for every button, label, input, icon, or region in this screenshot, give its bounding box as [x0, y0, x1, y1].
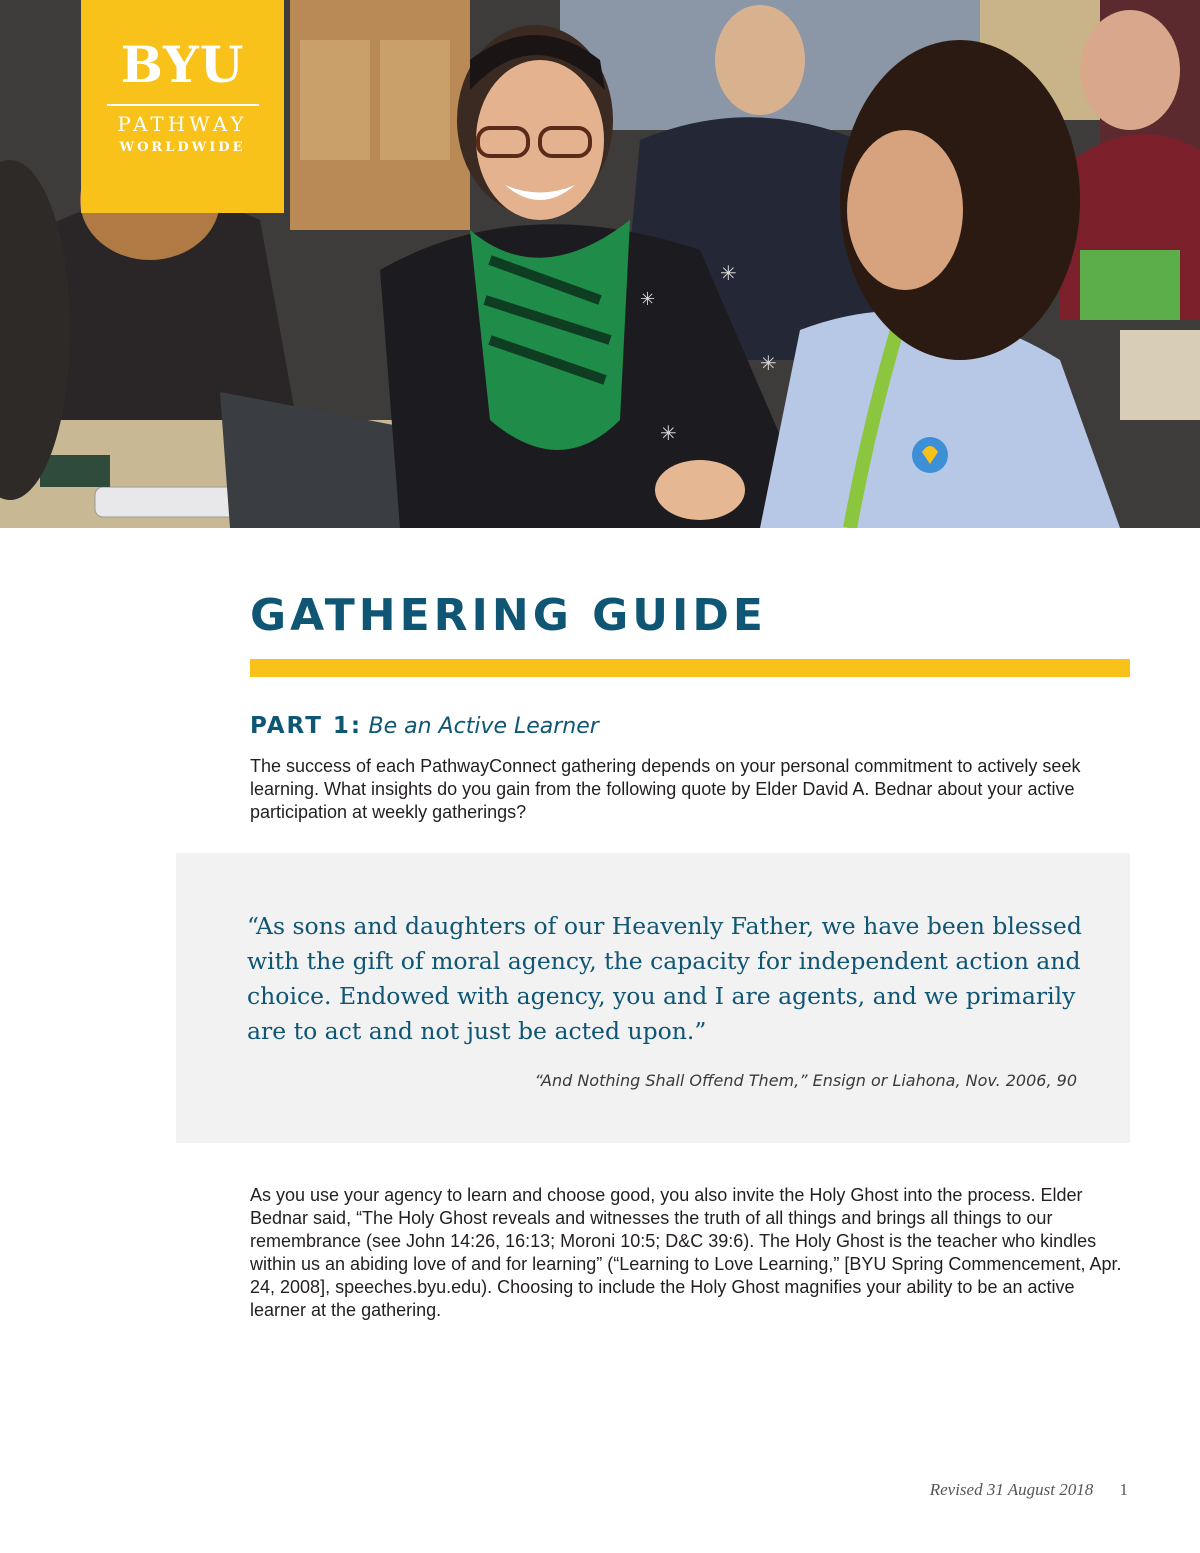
logo-line2: WORLDWIDE	[119, 140, 246, 155]
byu-pathway-logo	[81, 0, 284, 213]
page-title: GATHERING GUIDE	[250, 590, 767, 641]
revision-date: Revised 31 August 2018	[929, 1480, 1094, 1499]
svg-text:✳: ✳	[760, 351, 777, 375]
quote-box	[176, 853, 1130, 1143]
logo-line1: PATHWAY	[117, 112, 248, 136]
svg-text:✳: ✳	[720, 261, 737, 285]
section-heading	[250, 712, 599, 741]
intro-paragraph: The success of each PathwayConnect gathering depends on your personal commitment to actively seek learning. What insights do you gain from the following quote by Elder David A. Bednar about your active participation at weekly gatherings?	[250, 756, 1081, 822]
section-label: PART 1:	[250, 713, 363, 739]
svg-text:✳: ✳	[640, 289, 656, 310]
section-subtitle: Be an Active Learner	[368, 714, 599, 739]
quote-text: “As sons and daughters of our Heavenly Father, we have been blessed with the gift of moral agency, the capacity for independent action and choice. Endowed with agency, you and I are agents, and we primarily are to act and not just be acted upon.”	[247, 912, 1082, 1045]
hero-photo	[0, 0, 1200, 528]
page-number: 1	[1119, 1480, 1128, 1499]
closing-paragraph: As you use your agency to learn and choose good, you also invite the Holy Ghost into the process. Elder Bednar said, “The Holy Ghost reveals and witnesses the truth of all things and brings all things to our remembrance (see John 14:26, 16:13; Moroni 10:5; D&C 39:6). The Holy Ghost is the teacher who kindles within us an abiding love of and for learning” (“Learning to Love Learning,” [BYU Spring Commencement, Apr. 24, 2008], speeches.byu.edu). Choosing to include the Holy Ghost magnifies your ability to be an active learner at the gathering.	[250, 1185, 1122, 1320]
logo-brand-text: BYU	[120, 35, 245, 94]
title-underline	[250, 659, 1130, 677]
logo-divider	[107, 104, 259, 106]
svg-text:✳: ✳	[660, 421, 677, 445]
quote-citation: “And Nothing Shall Offend Them,” Ensign or Liahona, Nov. 2006, 90	[534, 1071, 1077, 1090]
page-footer	[930, 1480, 1128, 1500]
